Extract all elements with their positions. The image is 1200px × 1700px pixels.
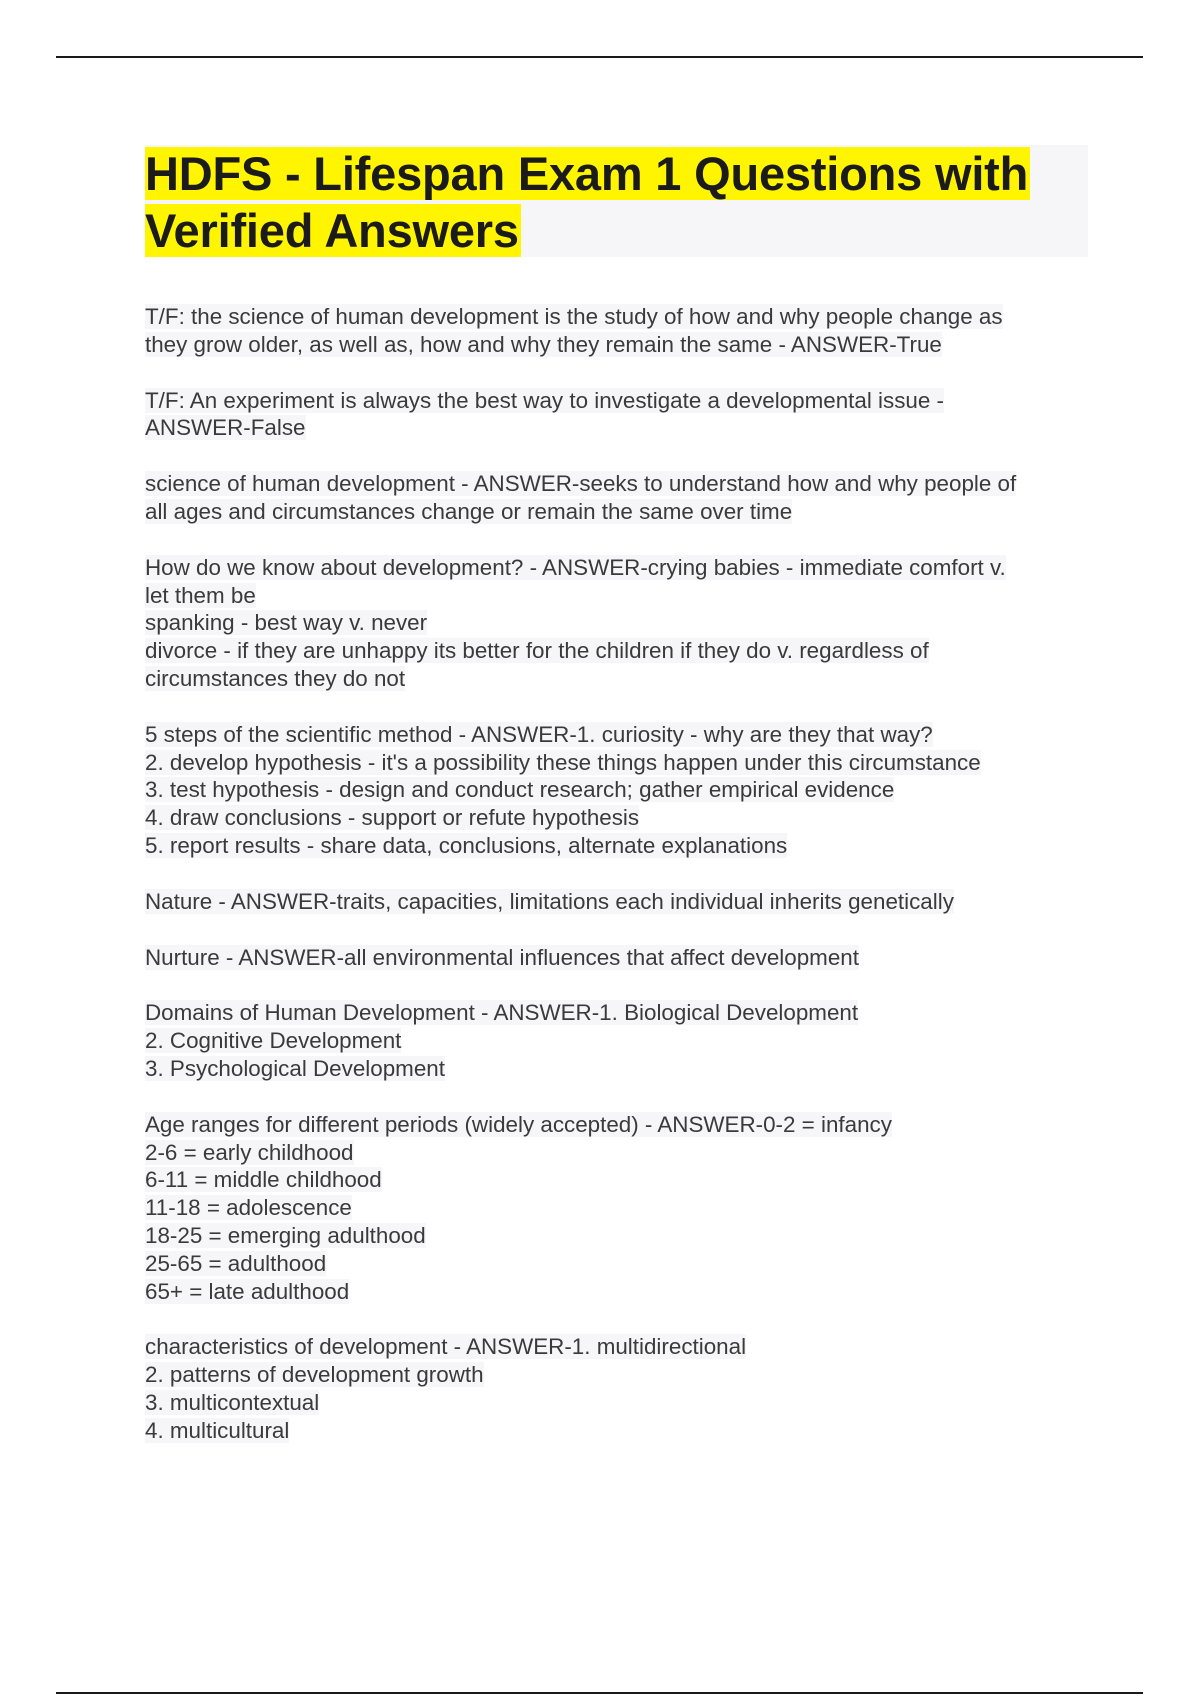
qa-line xyxy=(145,1361,1095,1389)
page-title xyxy=(145,145,1088,259)
qa-line-text: science of human development - ANSWER-seeks to understand how and why people of xyxy=(145,471,1017,497)
qa-line-text: 5 steps of the scientific method - ANSWER-1. curiosity - why are they that way? xyxy=(145,721,933,747)
top-rule xyxy=(56,56,1143,58)
qa-line-text: they grow older, as well as, how and why they remain the same - ANSWER-True xyxy=(145,331,942,357)
qa-line xyxy=(145,721,1095,749)
qa-line-text: 3. Psychological Development xyxy=(145,1055,445,1081)
qa-line xyxy=(145,331,1095,359)
qa-line-text: 4. multicultural xyxy=(145,1417,290,1443)
qa-line-text: 65+ = late adulthood xyxy=(145,1278,350,1304)
qa-line-text: Domains of Human Development - ANSWER-1. Biological Development xyxy=(145,1000,859,1026)
qa-line xyxy=(145,1417,1095,1445)
qa-line xyxy=(145,665,1095,693)
qa-line-text: Nature - ANSWER-traits, capacities, limitations each individual inherits genetically xyxy=(145,888,954,914)
qa-line-text: all ages and circumstances change or remain the same over time xyxy=(145,498,793,524)
title-block xyxy=(145,145,1088,257)
qa-line-text: 18-25 = emerging adulthood xyxy=(145,1222,426,1248)
qa-line xyxy=(145,1278,1095,1306)
qa-entry xyxy=(145,721,1095,860)
qa-line xyxy=(145,776,1095,804)
qa-line xyxy=(145,1222,1095,1250)
title-line-1: HDFS - Lifespan Exam 1 Questions with xyxy=(145,147,1029,200)
qa-line xyxy=(145,1166,1095,1194)
qa-line xyxy=(145,1111,1095,1139)
qa-entry xyxy=(145,303,1095,359)
qa-line-text: divorce - if they are unhappy its better for the children if they do v. regardless of xyxy=(145,638,929,664)
qa-line-text: spanking - best way v. never xyxy=(145,610,428,636)
qa-entry xyxy=(145,888,1095,916)
qa-line xyxy=(145,1194,1095,1222)
qa-line-text: 11-18 = adolescence xyxy=(145,1195,352,1221)
qa-line-text: 2. Cognitive Development xyxy=(145,1028,402,1054)
qa-entry xyxy=(145,470,1095,526)
qa-line-text: Age ranges for different periods (widely accepted) - ANSWER-0-2 = infancy xyxy=(145,1111,892,1137)
qa-line xyxy=(145,637,1095,665)
qa-line-text: 5. report results - share data, conclusions, alternate explanations xyxy=(145,832,788,858)
qa-line-text: How do we know about development? - ANSWER-crying babies - immediate comfort v. xyxy=(145,554,1006,580)
qa-line xyxy=(145,1139,1095,1167)
qa-line-text: characteristics of development - ANSWER-1. multidirectional xyxy=(145,1334,747,1360)
qa-line-text: 6-11 = middle childhood xyxy=(145,1167,382,1193)
qa-line xyxy=(145,554,1095,582)
qa-line xyxy=(145,582,1095,610)
qa-entry xyxy=(145,944,1095,972)
qa-entry xyxy=(145,1111,1095,1306)
qa-line xyxy=(145,414,1095,442)
qa-line xyxy=(145,498,1095,526)
qa-line-text: 2. develop hypothesis - it's a possibility these things happen under this circumstance xyxy=(145,749,981,775)
qa-entry xyxy=(145,554,1095,693)
qa-line-text: Nurture - ANSWER-all environmental influences that affect development xyxy=(145,944,859,970)
qa-line xyxy=(145,1333,1095,1361)
qa-line xyxy=(145,944,1095,972)
qa-line-text: T/F: the science of human development is the study of how and why people change as xyxy=(145,304,1003,329)
qa-line xyxy=(145,832,1095,860)
qa-line xyxy=(145,749,1095,777)
qa-line-text: 25-65 = adulthood xyxy=(145,1250,327,1276)
qa-line-text: 3. test hypothesis - design and conduct research; gather empirical evidence xyxy=(145,777,895,803)
qa-line xyxy=(145,470,1095,498)
qa-line xyxy=(145,888,1095,916)
qa-line-text: 2. patterns of development growth xyxy=(145,1362,484,1388)
qa-line-text: circumstances they do not xyxy=(145,665,406,691)
qa-entry xyxy=(145,387,1095,443)
qa-line-text: 3. multicontextual xyxy=(145,1389,320,1415)
qa-line xyxy=(145,1027,1095,1055)
bottom-rule xyxy=(56,1692,1143,1694)
qa-line-text: 2-6 = early childhood xyxy=(145,1139,354,1165)
qa-line xyxy=(145,387,1095,415)
qa-line xyxy=(145,303,1095,331)
qa-line-text: T/F: An experiment is always the best way to investigate a developmental issue - xyxy=(145,387,944,413)
qa-list xyxy=(145,303,1095,1473)
qa-entry xyxy=(145,1333,1095,1444)
qa-line xyxy=(145,804,1095,832)
qa-line xyxy=(145,1250,1095,1278)
qa-line-text: 4. draw conclusions - support or refute hypothesis xyxy=(145,805,640,831)
qa-line-text: let them be xyxy=(145,582,256,608)
qa-entry xyxy=(145,999,1095,1082)
qa-line xyxy=(145,999,1095,1027)
qa-line-text: ANSWER-False xyxy=(145,415,306,441)
qa-line xyxy=(145,609,1095,637)
title-line-2: Verified Answers xyxy=(145,204,519,257)
qa-line xyxy=(145,1389,1095,1417)
qa-line xyxy=(145,1055,1095,1083)
